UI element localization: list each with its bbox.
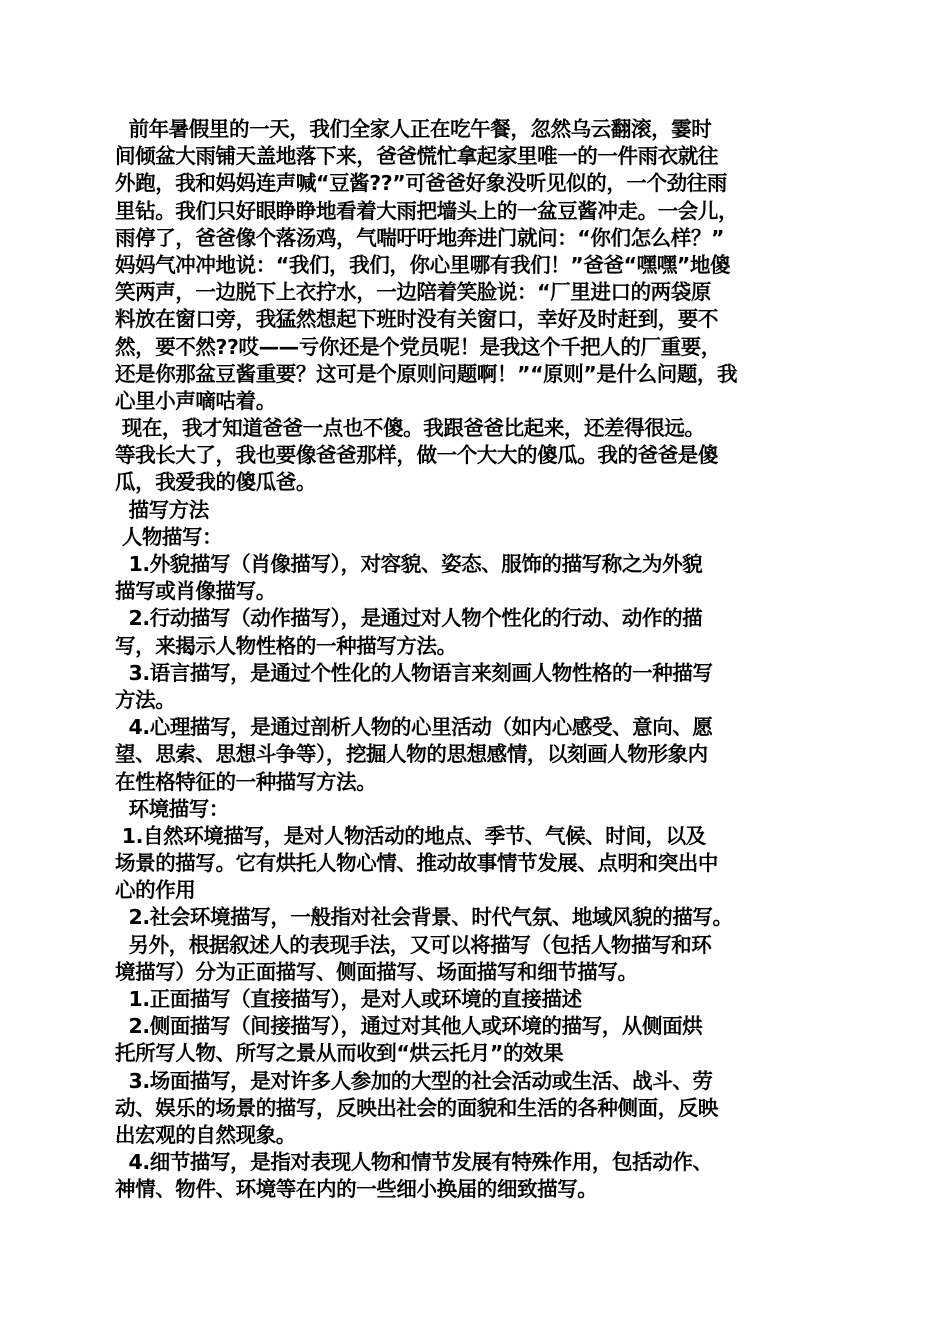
text-line: 前年暑假里的一天，我们全家人正在吃午餐，忽然乌云翻滚，霎时 xyxy=(115,117,712,141)
text-line: 外跑，我和妈妈连声喊“豆酱??”可爸爸好象没听见似的，一个劲往雨 xyxy=(115,171,727,196)
text-line: 2.行动描写（动作描写），是通过对人物个性化的行动、动作的描 xyxy=(115,606,703,631)
text-line: 1.外貌描写（肖像描写），对容貌、姿态、服饰的描写称之为外貌 xyxy=(115,552,703,576)
text-line: 4.心理描写，是通过剖析人物的心里活动（如内心感受、意向、愿 xyxy=(115,715,713,740)
text-line: 写，来揭示人物性格的一种描写方法。 xyxy=(115,633,457,658)
text-line: 境描写）分为正面描写、侧面描写、场面描写和细节描写。 xyxy=(115,959,638,984)
text-line: 出宏观的自然现象。 xyxy=(115,1122,296,1147)
subsection-heading: 人物描写： xyxy=(115,524,223,549)
document-body xyxy=(115,116,845,1204)
text-line: 现在，我才知道爸爸一点也不傻。我跟爸爸比起来，还差得很远。 xyxy=(115,416,705,441)
text-line: 描写或肖像描写。 xyxy=(115,579,276,604)
text-line: 动、娱乐的场景的描写，反映出社会的面貌和生活的各种侧面，反映 xyxy=(115,1095,718,1120)
text-line: 笑两声，一边脱下上衣拧水，一边陪着笑脸说：“厂里进口的两袋原 xyxy=(115,280,711,305)
text-line: 里钻。我们只好眼睁睁地看着大雨把墙头上的一盆豆酱冲走。一会儿， xyxy=(115,198,739,223)
text-line: 然，要不然??哎——亏你还是个党员呢！是我这个千把人的厂重要， xyxy=(115,334,721,359)
text-line: 料放在窗口旁，我猛然想起下班时没有关窗口，幸好及时赶到，要不 xyxy=(115,307,718,332)
subsection-heading: 环境描写： xyxy=(115,796,229,821)
text-line: 3.语言描写，是通过个性化的人物语言来刻画人物性格的一种描写 xyxy=(115,660,713,685)
text-line: 间倾盆大雨铺天盖地落下来，爸爸慌忙拿起家里唯一的一件雨衣就往 xyxy=(115,144,718,169)
text-line: 4.细节描写，是指对表现人物和情节发展有特殊作用，包括动作、 xyxy=(115,1150,713,1175)
text-line: 雨停了，爸爸像个落汤鸡，气喘吁吁地奔进门就问：“你们怎么样？” xyxy=(115,225,725,250)
text-line: 等我长大了，我也要像爸爸那样，做一个大大的傻瓜。我的爸爸是傻 xyxy=(115,443,718,468)
text-line: 在性格特征的一种描写方法。 xyxy=(115,769,377,794)
text-line: 1.正面描写（直接描写），是对人或环境的直接描述 xyxy=(115,987,582,1011)
text-line: 方法。 xyxy=(115,687,176,712)
text-line: 2.侧面描写（间接描写），通过对其他人或环境的描写，从侧面烘 xyxy=(115,1014,703,1039)
text-line: 心的作用 xyxy=(115,878,196,903)
text-line: 2.社会环境描写，一般指对社会背景、时代气氛、地域风貌的描写。 xyxy=(115,905,733,930)
section-heading: 描写方法 xyxy=(115,497,209,522)
text-line: 神情、物件、环境等在内的一些细小换届的细致描写。 xyxy=(115,1177,598,1202)
text-line: 还是你那盆豆酱重要？这可是个原则问题啊！”“原则”是什么问题，我 xyxy=(115,361,738,386)
text-line: 望、思索、思想斗争等），挖掘人物的思想感情，以刻画人物形象内 xyxy=(115,742,708,767)
text-line: 另外，根据叙述人的表现手法，又可以将描写（包括人物描写和环 xyxy=(115,932,712,957)
text-line: 场景的描写。它有烘托人物心情、推动故事情节发展、点明和突出中 xyxy=(115,851,718,876)
text-line: 瓜，我爱我的傻瓜爸。 xyxy=(115,470,316,495)
text-line: 心里小声嘀咕着。 xyxy=(115,388,276,413)
text-line: 妈妈气冲冲地说：“我们，我们，你心里哪有我们！”爸爸“嘿嘿”地傻 xyxy=(115,252,731,277)
text-line: 3.场面描写，是对许多人参加的大型的社会活动或生活、战斗、劳 xyxy=(115,1068,713,1093)
text-line: 托所写人物、所写之景从而收到“烘云托月”的效果 xyxy=(115,1041,564,1066)
text-line: 1.自然环境描写，是对人物活动的地点、季节、气候、时间，以及 xyxy=(115,823,706,848)
